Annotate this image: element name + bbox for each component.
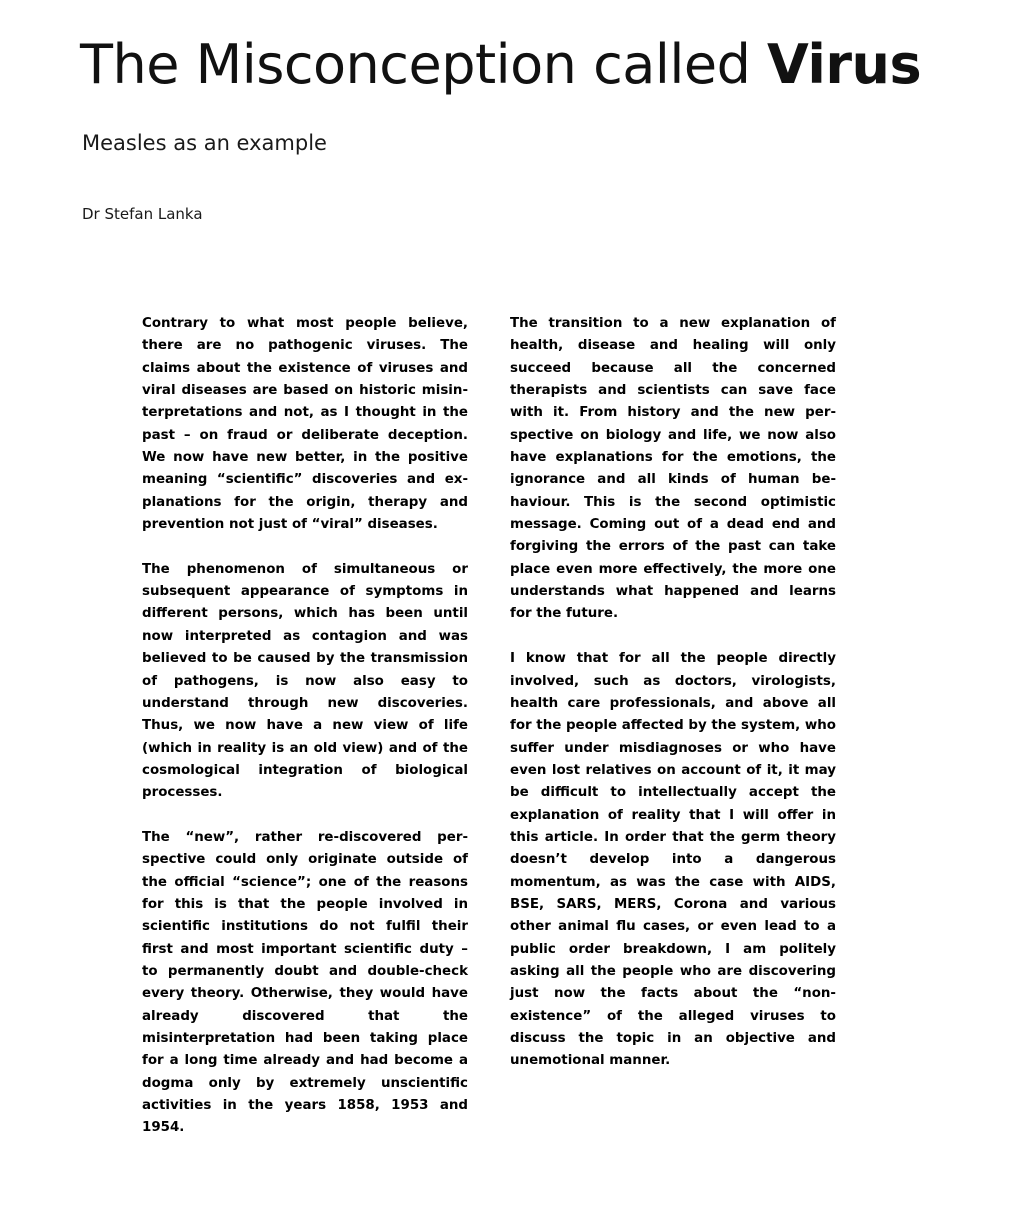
author-byline: Dr Stefan Lanka [82, 205, 203, 223]
page-title [80, 30, 921, 100]
title-regular: The Misconception called [80, 33, 768, 96]
right-text-column [510, 313, 836, 1073]
left-text-column [142, 313, 468, 1140]
paragraph: The “new”, rather re-discovered perspective could only originate outside of the official “science”; one of the reasons for this is that the people involved in scientific institutions do not fulfil their first and most important scientific duty – to permanently doubt and double-check every theory. Otherwise, they would have already discovered that the misinterpretation had been taking place for a long time already and had become a dogma only by extremely unscientific activities in the years 1858, 1953 and 1954. [142, 829, 468, 1136]
page-subtitle: Measles as an example [82, 131, 327, 155]
paragraph: I know that for all the people directly involved, such as doctors, virologists, health care professionals, and above all for the people affected by the system, who suffer under misdiagnoses or who have even lost relatives on account of it, it may be difficult to intellectually accept the explanation of reality that I will offer in this article. In order that the germ theory doesn’t develop into a dangerous momentum, as was the case with AIDS, BSE, SARS, MERS, Corona and various other animal flu cases, or even lead to a public order breakdown, I am politely asking all the people who are discovering just now the facts about the “non-existence” of the alleged viruses to discuss the topic in an objective and unemotional manner. [510, 651, 836, 1069]
paragraph: Contrary to what most people believe, there are no pathogenic viruses. The claims about the existence of viruses and viral diseases are based on historic misinterpretations and not, as I thought in the past – on fraud or deliberate deception. We now have new better, in the positive meaning “scientific” discoveries and explanations for the origin, therapy and prevention not just of “viral” diseases. [142, 316, 468, 533]
paragraph: The transition to a new explanation of health, disease and healing will only succeed because all the concerned therapists and scientists can save face with it. From history and the new perspective on biology and life, we now also have explanations for the emotions, the ignorance and all kinds of human behaviour. This is the second optimistic message. Coming out of a dead end and forgiving the errors of the past can take place even more effectively, the more one understands what happened and learns for the future. [510, 316, 836, 622]
title-bold-word: Virus [767, 33, 922, 96]
paragraph: The phenomenon of simultaneous or subsequent appearance of symptoms in different persons, which has been until now interpreted as contagion and was believed to be caused by the transmission of pathogens, is now also easy to understand through new discoveries. Thus, we now have a new view of life (which in reality is an old view) and of the cosmological integration of biological processes. [142, 561, 468, 801]
